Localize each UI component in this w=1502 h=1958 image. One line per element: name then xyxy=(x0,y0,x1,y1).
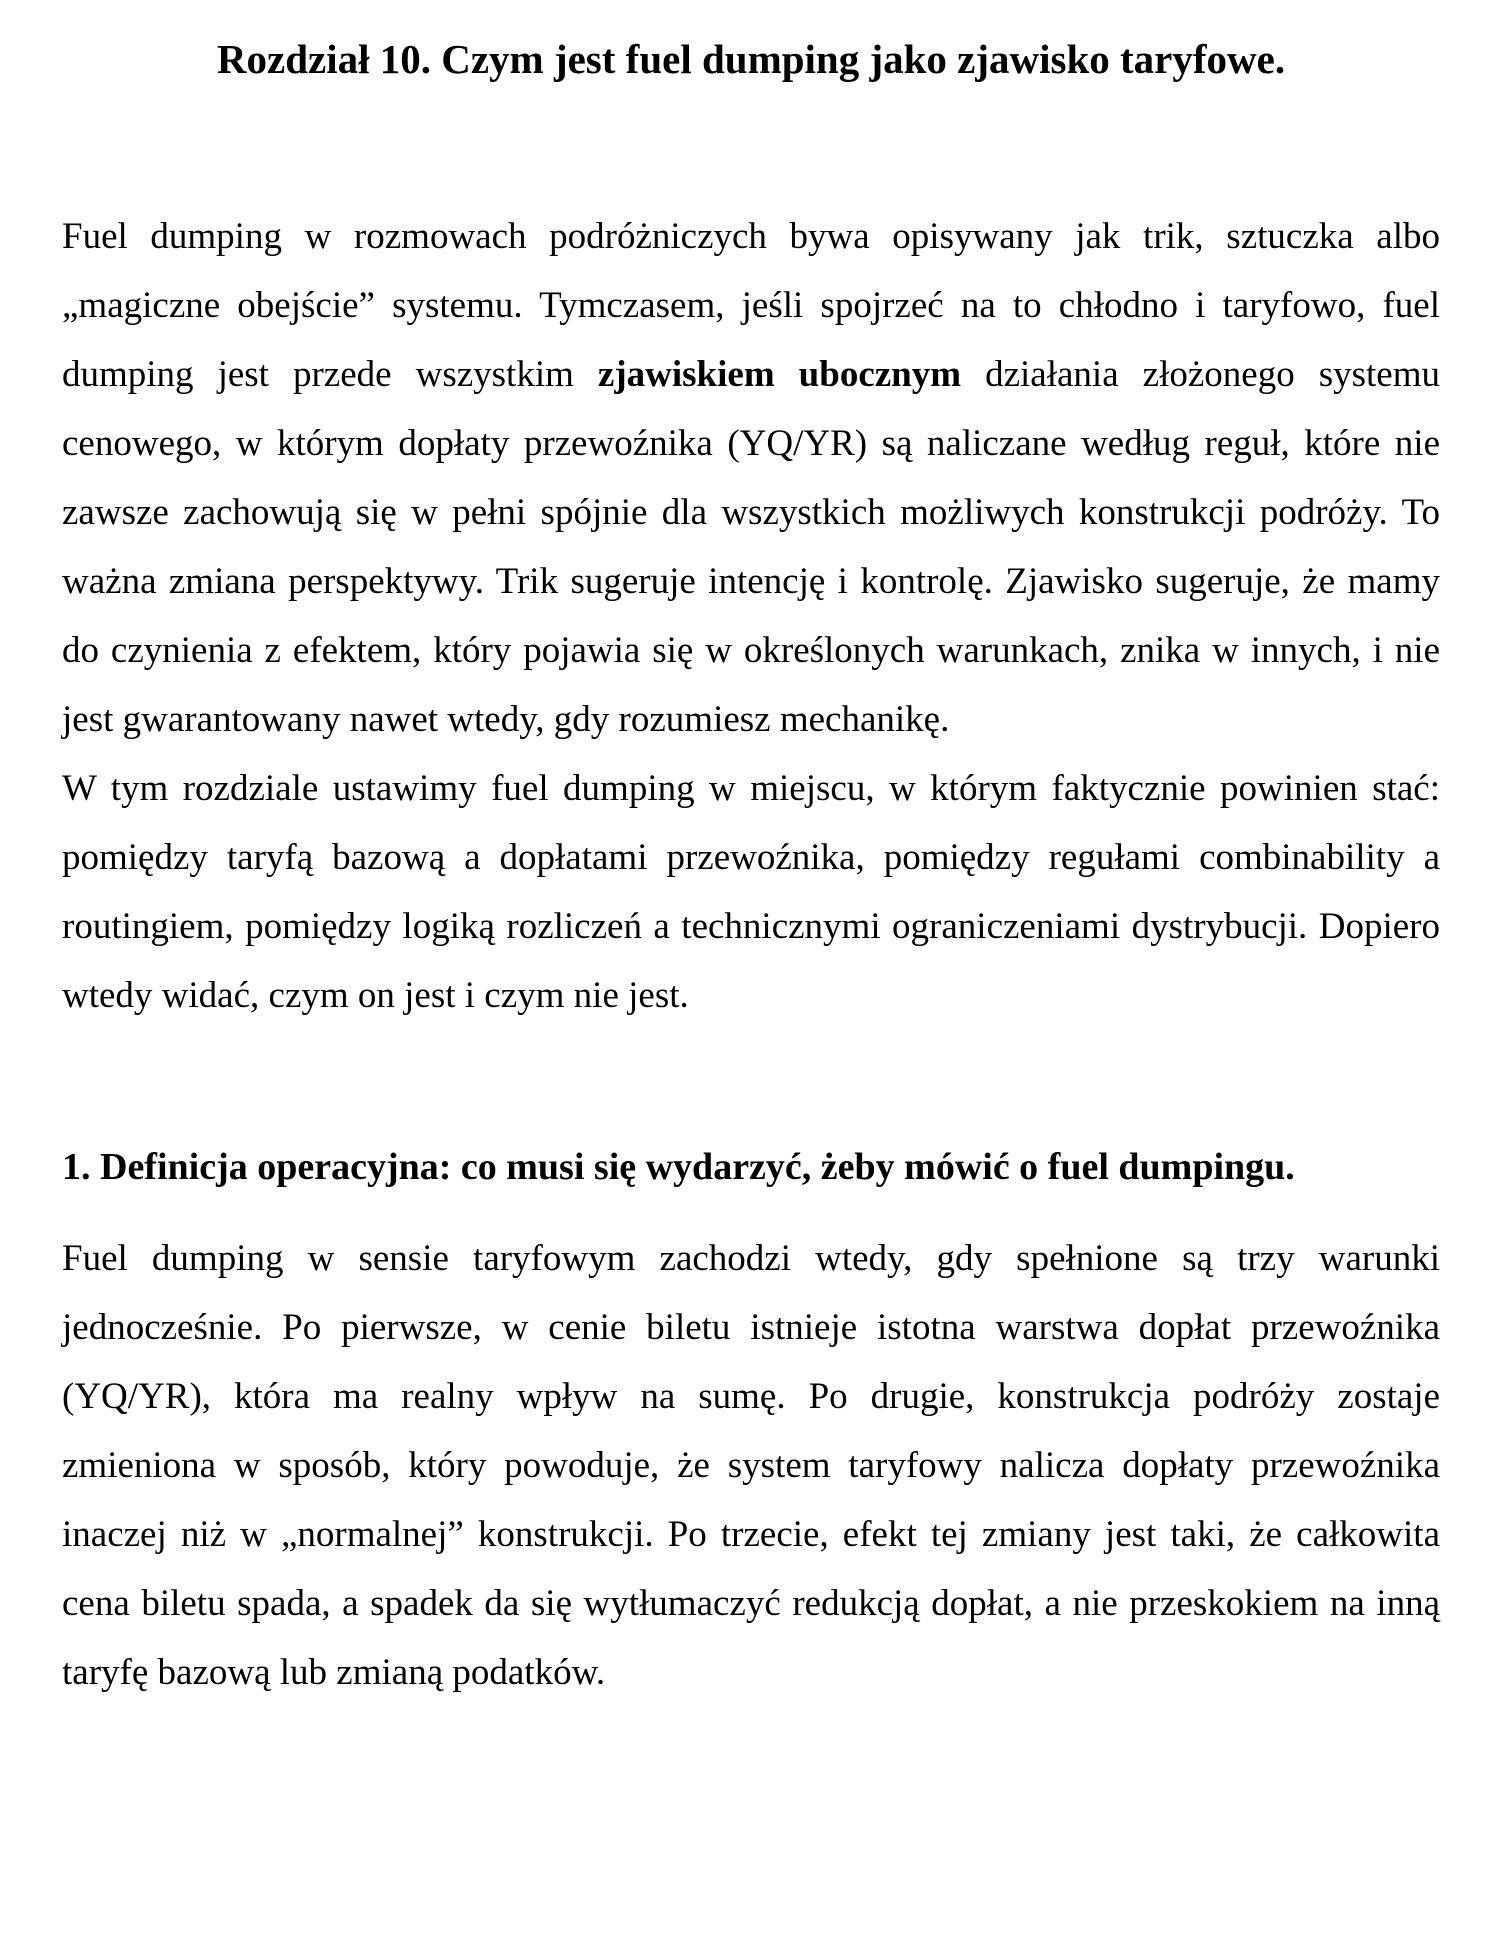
paragraph-positioning: W tym rozdziale ustawimy fuel dumping w miejscu, w którym faktycznie powinien stać: pomiędzy taryfą bazową a dopłatami przewoźnika, pomiędzy regułami combinability a routingiem, pomiędzy logiką rozliczeń a technicznymi ograniczeniami dystrybucji. Dopiero wtedy widać, czym on jest i czym nie jest. xyxy=(62,768,1440,1016)
paragraph-intro-before-bold: Fuel dumping w rozmowach podróżniczych bywa opisywany jak trik, sztuczka albo „magiczne obejście” systemu. Tymczasem, jeśli spojrzeć na to chłodno i taryfowo, fuel dumping jest przede wszystkim xyxy=(62,216,1440,395)
section-1-heading: 1. Definicja operacyjna: co musi się wydarzyć, żeby mówić o fuel dumpingu. xyxy=(62,1146,1295,1188)
paragraph-intro xyxy=(62,202,1440,754)
page-title: Rozdział 10. Czym jest fuel dumping jako zjawisko taryfowe. xyxy=(216,36,1286,82)
bold-phrase-zjawiskiem-ubocznym: zjawiskiem ubocznym xyxy=(597,354,962,395)
paragraph-intro-after-bold: działania złożonego systemu cenowego, w którym dopłaty przewoźnika (YQ/YR) są naliczane według reguł, które nie zawsze zachowują się w pełni spójnie dla wszystkich możliwych konstrukcji podróży. To ważna zmiana perspektywy. Trik sugeruje intencję i kontrolę. Zjawisko sugeruje, że mamy do czynienia z efektem, który pojawia się w określonych warunkach, znika w innych, i nie jest gwarantowany nawet wtedy, gdy rozumiesz mechanikę. xyxy=(62,354,1440,740)
section-1-paragraph: Fuel dumping w sensie taryfowym zachodzi wtedy, gdy spełnione są trzy warunki jednocześnie. Po pierwsze, w cenie biletu istnieje istotna warstwa dopłat przewoźnika (YQ/YR), która ma realny wpływ na sumę. Po drugie, konstrukcja podróży zostaje zmieniona w sposób, który powoduje, że system taryfowy nalicza dopłaty przewoźnika inaczej niż w „normalnej” konstrukcji. Po trzecie, efekt tej zmiany jest taki, że całkowita cena biletu spada, a spadek da się wytłumaczyć redukcją dopłat, a nie przeskokiem na inną taryfę bazową lub zmianą podatków. xyxy=(62,1238,1440,1693)
